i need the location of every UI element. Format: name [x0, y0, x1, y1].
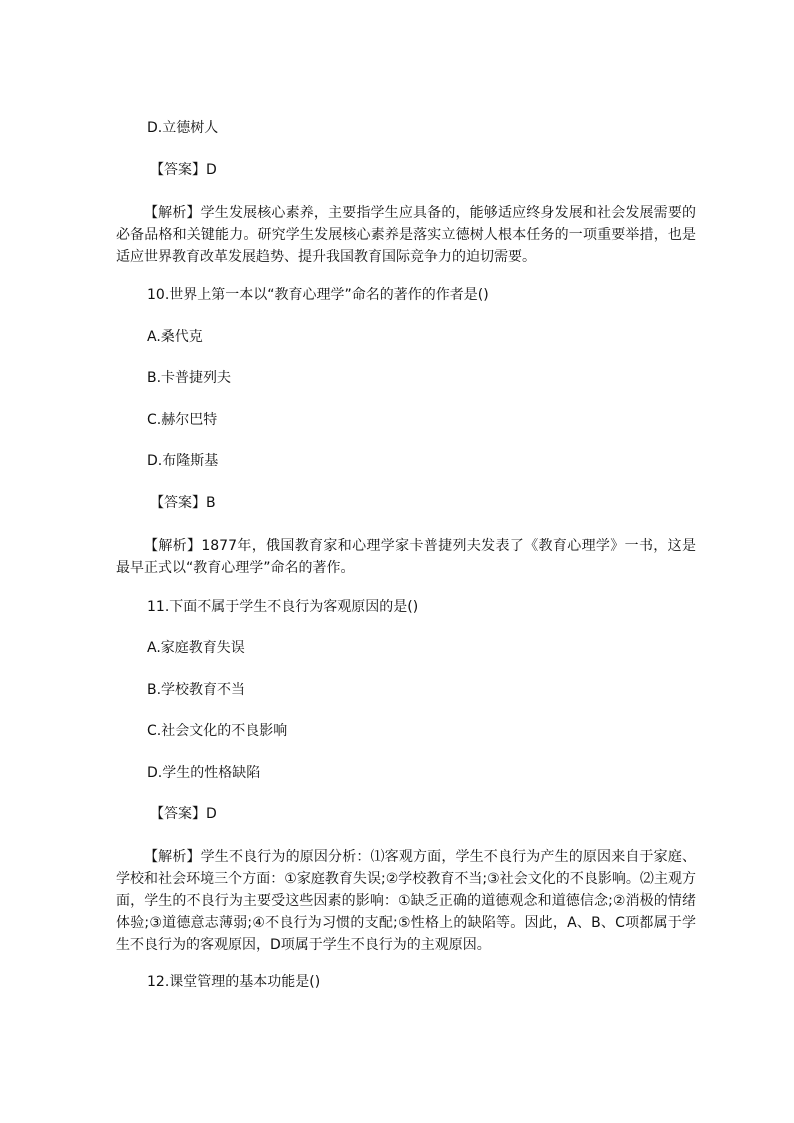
q10-answer: 【答案】B	[150, 495, 216, 511]
q10-explanation: 【解析】1877年，俄国教育家和心理学家卡普捷列夫发表了《教育心理学》一书，这是最早正式以“教育心理学”命名的著作。	[116, 538, 696, 576]
q11-explanation: 【解析】学生不良行为的原因分析：⑴客观方面，学生不良行为产生的原因来自于家庭、学校和社会环境三个方面：①家庭教育失误;②学校教育不当;③社会文化的不良影响。⑵主观方面，学生的不良行为主要受这些因素的影响：①缺乏正确的道德观念和道德信念;②消极的情绪体验;③道德意志薄弱;④不良行为习惯的支配;⑤性格上的缺陷等。因此，A、B、C项都属于学生不良行为的客观原因，D项属于学生不良行为的主观原因。	[116, 849, 696, 953]
q11-answer: 【答案】D	[150, 806, 217, 822]
q11-option-c: C.社会文化的不良影响	[147, 723, 288, 739]
q9-answer: 【答案】D	[150, 162, 217, 178]
q11-option-b: B.学校教育不当	[147, 682, 246, 698]
q12-stem: 12.课堂管理的基本功能是()	[147, 974, 321, 990]
q9-option-d: D.立德树人	[147, 120, 219, 136]
q10-option-b: B.卡普捷列夫	[147, 370, 232, 386]
q9-explanation: 【解析】学生发展核心素养，主要指学生应具备的，能够适应终身发展和社会发展需要的必备品格和关键能力。研究学生发展核心素养是落实立德树人根本任务的一项重要举措，也是适应世界教育改革发展趋势、提升我国教育国际竞争力的迫切需要。	[116, 205, 696, 265]
q11-option-d: D.学生的性格缺陷	[147, 765, 261, 781]
q10-option-a: A.桑代克	[147, 329, 203, 345]
q10-option-d: D.布隆斯基	[147, 453, 219, 469]
q10-option-c: C.赫尔巴特	[147, 412, 218, 428]
q11-stem: 11.下面不属于学生不良行为客观原因的是()	[147, 599, 419, 615]
q10-stem: 10.世界上第一本以“教育心理学”命名的著作的作者是()	[147, 287, 489, 303]
q11-option-a: A.家庭教育失误	[147, 640, 245, 656]
